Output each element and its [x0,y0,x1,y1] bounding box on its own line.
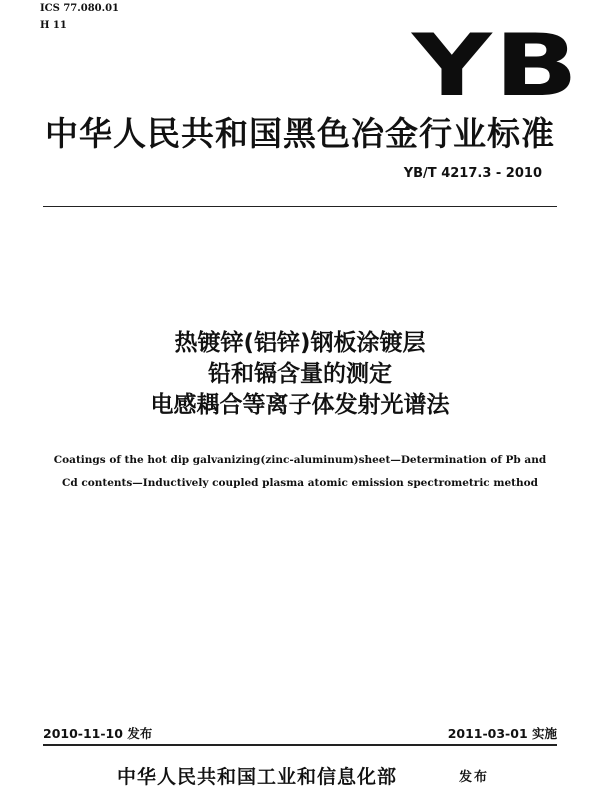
english-title-line-1: Coatings of the hot dip galvanizing(zinc-aluminum)sheet—Determination of Pb and [53,454,547,466]
implement-date: 2011-03-01 实施 [447,726,557,741]
chinese-title-line-2: 铅和镉含量的测定 [208,361,392,387]
issued-label: 发布 [459,770,490,785]
ics-code: ICS 77.080.01 [40,3,120,14]
chinese-title [0,328,600,421]
standard-number: YB/T 4217.3 - 2010 [403,166,542,181]
ccs-code: H 11 [40,20,67,31]
english-title [40,449,560,495]
issuing-authority: 中华人民共和国工业和信息化部 [117,766,398,788]
publish-date: 2010-11-10 发布 [43,726,153,741]
yb-logo: YB [412,16,581,116]
english-title-line-2: Cd contents—Inductively coupled plasma atomic emission spectrometric method [62,477,538,489]
header-divider [43,206,557,207]
standard-category-title: 中华人民共和国黑色冶金行业标准 [45,114,555,153]
footer-divider [43,744,557,746]
chinese-title-line-1: 热镀锌(铝锌)钢板涂镀层 [174,330,426,356]
chinese-title-line-3: 电感耦合等离子体发射光谱法 [150,392,450,418]
